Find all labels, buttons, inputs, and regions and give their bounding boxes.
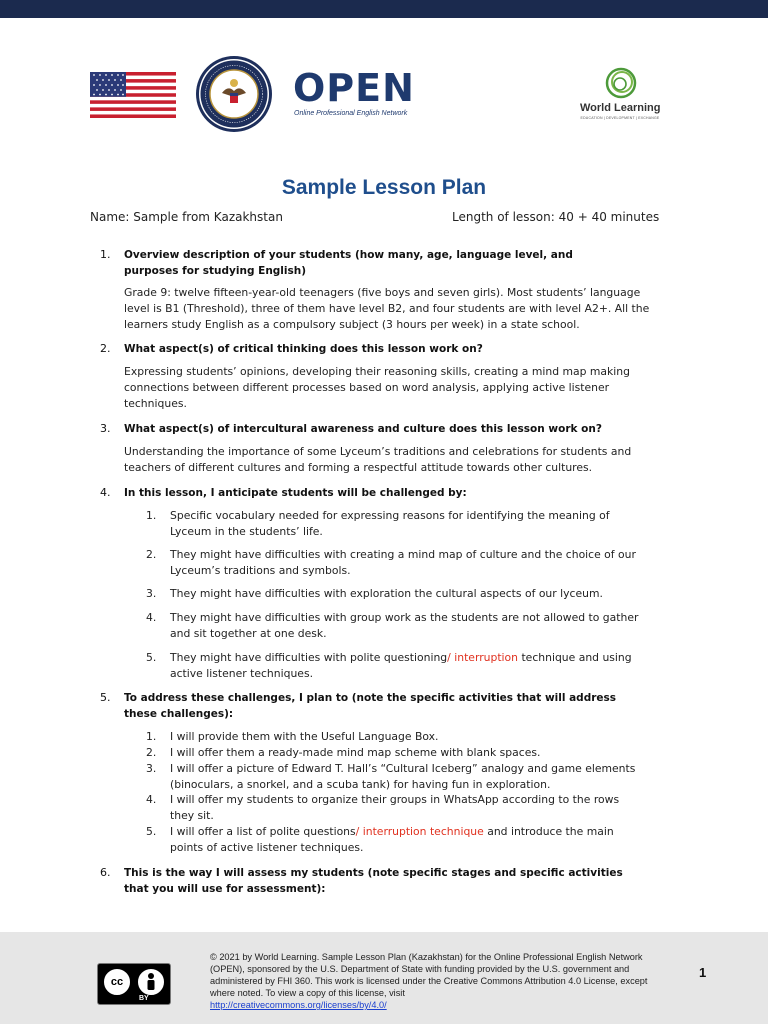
license-statement: © 2021 by World Learning. Sample Lesson Plan (Kazakhstan) for the Online Professional English Network (OPEN), sponsored by the U.S. Department of State with funding provided by the U.S. government and administered by FHI 360. This work is licensed under the Creative Commons Attribution 4.0 License, except where noted. To view a copy of this license, visit bbox=[210, 952, 648, 998]
by-label: BY bbox=[139, 995, 149, 1002]
item-number: 1. bbox=[146, 730, 157, 743]
question-number: 1. bbox=[100, 248, 111, 261]
answer-2: Expressing students’ opinions, developing their reasoning skills, creating a mind map making connections between different processes based on word analysis, applying active listener techniques. bbox=[124, 365, 630, 410]
page-number: 1 bbox=[699, 965, 707, 980]
item-text: Specific vocabulary needed for expressing reasons for identifying the meaning of Lyceum in the students’ life. bbox=[170, 509, 610, 538]
item-text: They might have difficulties with group work as the students are not allowed to gather and sit together at one desk. bbox=[170, 611, 639, 640]
question-text: What aspect(s) of critical thinking does this lesson work on? bbox=[124, 343, 483, 355]
open-logo-subtitle: Online Professional English Network bbox=[294, 110, 408, 117]
question-text: To address these challenges, I plan to (note the specific activities that will address these challenges): bbox=[124, 692, 617, 720]
question-text: In this lesson, I anticipate students will be challenged by: bbox=[124, 487, 467, 499]
us-flag-icon bbox=[90, 72, 176, 118]
item-number: 5. bbox=[146, 825, 157, 838]
item-number: 4. bbox=[146, 611, 157, 624]
item-text bbox=[170, 824, 640, 856]
item-text-part: They might have difficulties with polite questioning bbox=[170, 651, 448, 664]
department-of-state-seal-icon bbox=[195, 55, 273, 133]
top-bar bbox=[0, 0, 768, 18]
creative-commons-badge bbox=[97, 963, 171, 1005]
attribution-person-icon bbox=[136, 967, 166, 997]
item-number: 1. bbox=[146, 509, 157, 522]
question-text: What aspect(s) of intercultural awareness and culture does this lesson work on? bbox=[124, 423, 602, 435]
student-name: Name: Sample from Kazakhstan bbox=[90, 210, 283, 224]
item-number: 3. bbox=[146, 587, 157, 600]
item-text: I will provide them with the Useful Language Box. bbox=[170, 730, 439, 743]
highlighted-text: / interruption bbox=[447, 651, 519, 664]
page-title: Sample Lesson Plan bbox=[281, 176, 487, 199]
answer-3: Understanding the importance of some Lyceum’s traditions and celebrations for students and teachers of different cultures and forming a respectful attitude towards other cultures. bbox=[124, 445, 632, 474]
question-number: 2. bbox=[100, 342, 111, 355]
item-text: I will offer them a ready-made mind map scheme with blank spaces. bbox=[170, 746, 541, 759]
question-number: 5. bbox=[100, 691, 111, 704]
question-number: 3. bbox=[100, 422, 111, 435]
question-number: 4. bbox=[100, 486, 111, 499]
item-text bbox=[170, 650, 640, 682]
world-learning-ring-icon bbox=[604, 66, 638, 100]
item-text: I will offer a picture of Edward T. Hall’s “Cultural Iceberg” analogy and game elements (binoculars, a snorkel, and a scuba tank) for having fun in exploration. bbox=[170, 762, 636, 791]
answer-1: Grade 9: twelve fifteen-year-old teenagers (five boys and seven girls). Most students’ language level is B1 (Threshold), three of them have level B2, and four students are with level A2+. All the learners study English as a compulsory subject (3 hours per week) in a state school. bbox=[124, 286, 650, 331]
cc-icon: cc bbox=[102, 967, 132, 997]
world-learning-logo bbox=[580, 66, 660, 126]
item-number: 3. bbox=[146, 762, 157, 775]
item-number: 2. bbox=[146, 746, 157, 759]
question-text: Overview description of your students (how many, age, language level, and purposes for studying English) bbox=[124, 249, 573, 277]
world-learning-tagline: EDUCATION | DEVELOPMENT | EXCHANGE bbox=[580, 116, 660, 120]
item-text-part: I will offer a list of polite questions bbox=[170, 825, 356, 838]
lesson-length: Length of lesson: 40 + 40 minutes bbox=[452, 210, 660, 224]
question-text: This is the way I will assess my students (note specific stages and specific activities that you will use for assessment): bbox=[124, 867, 623, 895]
item-text: They might have difficulties with creating a mind map of culture and the choice of our Lyceum’s traditions and symbols. bbox=[170, 548, 636, 577]
item-number: 5. bbox=[146, 651, 157, 664]
item-text: I will offer my students to organize their groups in WhatsApp according to the rows they sit. bbox=[170, 793, 620, 822]
world-learning-name: World Learning bbox=[580, 102, 661, 114]
item-text-part: and introduce the main points of active listener techniques. bbox=[170, 825, 614, 854]
question-number: 6. bbox=[100, 866, 111, 879]
highlighted-text: / interruption technique bbox=[355, 825, 484, 838]
license-text bbox=[210, 951, 650, 1011]
license-link[interactable]: http://creativecommons.org/licenses/by/4.0/ bbox=[210, 1000, 387, 1010]
open-logo bbox=[293, 68, 428, 120]
item-number: 2. bbox=[146, 548, 157, 561]
item-text: They might have difficulties with exploration the cultural aspects of our lyceum. bbox=[170, 587, 603, 600]
item-text-part: technique and using active listener techniques. bbox=[170, 651, 632, 680]
open-logo-word: OPEN bbox=[293, 66, 415, 110]
item-number: 4. bbox=[146, 793, 157, 806]
